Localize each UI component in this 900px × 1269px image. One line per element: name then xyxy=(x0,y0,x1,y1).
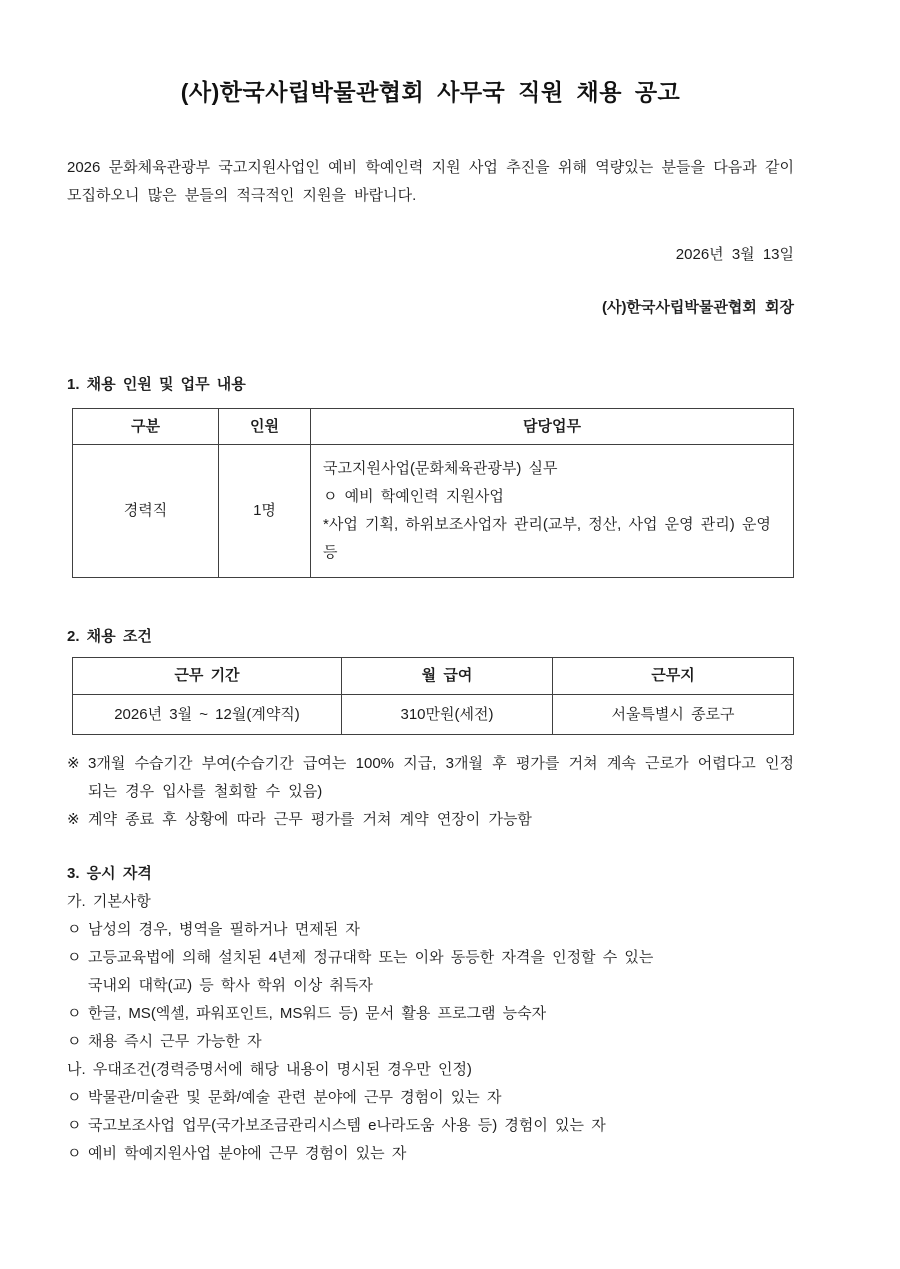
bullet-marker: ㅇ xyxy=(67,1033,82,1050)
note-text: 3개월 수습기간 부여(수습기간 급여는 100% 지급, 3개월 후 평가를 거쳐 계속 근로가 어렵다고 인정 되는 경우 입사를 철회할 수 있음) xyxy=(88,755,794,800)
note-text: 계약 종료 후 상황에 따라 근무 평가를 거쳐 계약 연장이 가능함 xyxy=(88,811,532,828)
duty-line-2: ㅇ 예비 학예인력 지원사업 xyxy=(323,488,504,505)
bullet-marker: ㅇ xyxy=(67,1117,82,1134)
section-2-heading: 2. 채용 조건 xyxy=(67,628,152,645)
qualification-item xyxy=(67,1028,794,1056)
recruitment-table xyxy=(72,408,794,578)
date-line: 2026년 3월 13일 xyxy=(675,246,794,263)
recruitment-header-category: 구분 xyxy=(73,409,219,445)
bullet-marker: ㅇ xyxy=(67,921,82,938)
qualification-item xyxy=(67,1000,794,1028)
preference-text: 박물관/미술관 및 문화/예술 관련 분야에 근무 경험이 있는 자 xyxy=(88,1089,502,1106)
note-marker: ※ xyxy=(67,755,80,772)
document-body xyxy=(0,76,900,1168)
qualification-item xyxy=(67,944,794,1000)
period-cell: 2026년 3월 ~ 12월(계약직) xyxy=(73,695,342,735)
contract-extension-note xyxy=(67,806,794,834)
category-cell: 경력직 xyxy=(73,445,219,578)
conditions-table xyxy=(72,657,794,735)
recruitment-table-data-row xyxy=(73,445,794,578)
intro-paragraph: 2026 문화체육관광부 국고지원사업인 예비 학예인력 지원 사업 추진을 위해 역량있는 분들을 다음과 같이 모집하오니 많은 분들의 적극적인 지원을 바랍니다. xyxy=(67,159,794,204)
location-cell: 서울특별시 종로구 xyxy=(553,695,794,735)
duties-cell xyxy=(311,445,794,578)
conditions-header-location: 근무지 xyxy=(553,658,794,695)
bullet-marker: ㅇ xyxy=(67,1005,82,1022)
section-1-heading: 1. 채용 인원 및 업무 내용 xyxy=(67,376,246,393)
conditions-header-salary: 월 급여 xyxy=(342,658,553,695)
preference-text: 예비 학예지원사업 분야에 근무 경험이 있는 자 xyxy=(88,1145,407,1162)
qualification-text-line-1: 고등교육법에 의해 설치된 4년제 정규대학 또는 이와 동등한 자격을 인정할 수 있는 xyxy=(88,949,654,966)
conditions-header-period: 근무 기간 xyxy=(73,658,342,695)
preference-item xyxy=(67,1140,794,1168)
duty-line-1: 국고지원사업(문화체육관광부) 실무 xyxy=(323,460,558,477)
preference-item xyxy=(67,1112,794,1140)
probation-note xyxy=(67,750,794,806)
bullet-marker: ㅇ xyxy=(67,1089,82,1106)
bullet-marker: ㅇ xyxy=(67,949,82,966)
qualification-text-line-2: 국내외 대학(교) 등 학사 학위 이상 취득자 xyxy=(88,977,373,994)
conditions-table-data-row xyxy=(73,695,794,735)
preference-item xyxy=(67,1084,794,1112)
group-a-label: 가. 기본사항 xyxy=(67,893,151,910)
recruitment-header-duties: 담당업무 xyxy=(311,409,794,445)
conditions-table-header-row xyxy=(73,658,794,695)
count-cell: 1명 xyxy=(219,445,311,578)
page-title: (사)한국사립박물관협회 사무국 직원 채용 공고 xyxy=(180,79,681,105)
qualification-item xyxy=(67,916,794,944)
salary-cell: 310만원(세전) xyxy=(342,695,553,735)
note-marker: ※ xyxy=(67,811,80,828)
section-3-heading: 3. 응시 자격 xyxy=(67,865,152,882)
recruitment-table-header-row xyxy=(73,409,794,445)
qualification-text xyxy=(88,944,794,1000)
recruitment-header-count: 인원 xyxy=(219,409,311,445)
qualification-text: 채용 즉시 근무 가능한 자 xyxy=(88,1033,262,1050)
preference-text: 국고보조사업 업무(국가보조금관리시스템 e나라도움 사용 등) 경험이 있는 자 xyxy=(88,1117,606,1134)
qualification-text: 한글, MS(엑셀, 파워포인트, MS워드 등) 문서 활용 프로그램 능숙자 xyxy=(88,1005,547,1022)
group-b-label: 나. 우대조건(경력증명서에 해당 내용이 명시된 경우만 인정) xyxy=(67,1061,472,1078)
signature-line: (사)한국사립박물관협회 회장 xyxy=(601,299,794,316)
qualification-text: 남성의 경우, 병역을 필하거나 면제된 자 xyxy=(88,921,360,938)
bullet-marker: ㅇ xyxy=(67,1145,82,1162)
duty-line-3: *사업 기획, 하위보조사업자 관리(교부, 정산, 사업 운영 관리) 운영 등 xyxy=(323,516,771,561)
